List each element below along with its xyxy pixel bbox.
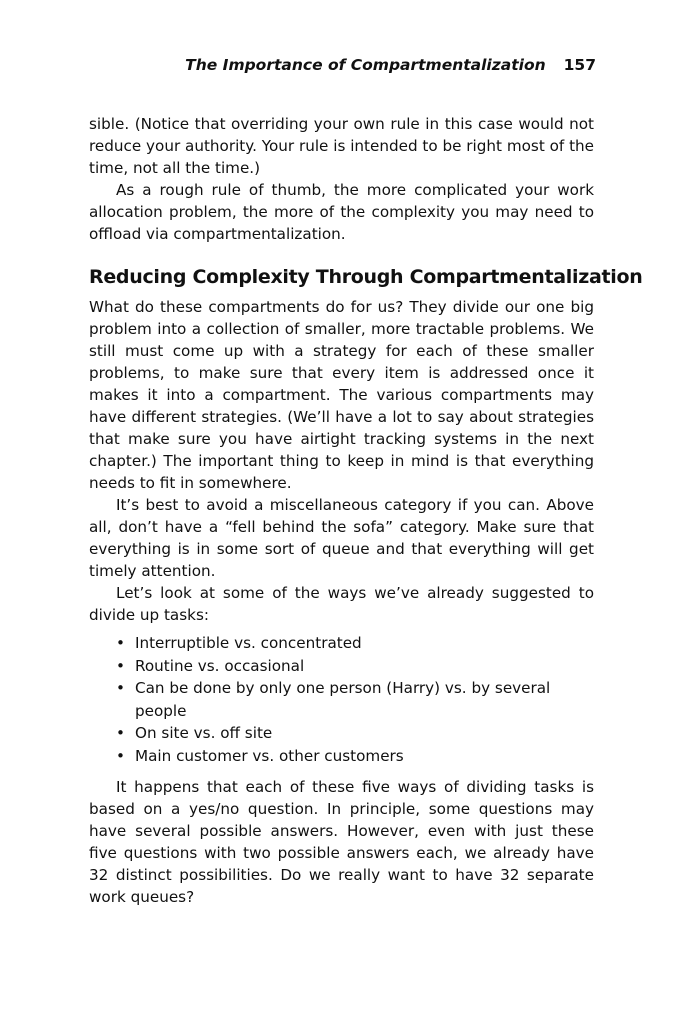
running-head	[185, 56, 596, 74]
list-item-text: On site vs. off site	[135, 724, 273, 742]
list-item-text: Can be done by only one person (Harry) vs. by several people	[135, 679, 551, 720]
bullet-icon: •	[116, 679, 125, 697]
list-item	[116, 655, 594, 678]
paragraph-miscellaneous: It’s best to avoid a miscellaneous category if you can. Above all, don’t have a “fell behind the sofa” category. Make sure that everything is in some sort of queue and that everything will get timely attention.	[89, 496, 594, 580]
paragraph-continuation: sible. (Notice that overriding your own rule in this case would not reduce your authority. Your rule is intended to be right most of the time, not all the time.)	[89, 115, 594, 177]
bullet-icon: •	[116, 634, 125, 652]
bullet-icon: •	[116, 656, 125, 675]
page-body	[89, 113, 643, 908]
section-heading: Reducing Complexity Through Compartmentalization	[89, 266, 643, 288]
paragraph-rule-of-thumb: As a rough rule of thumb, the more complicated your work allocation problem, the more of the complexity you may need to offload via compartmentalization.	[89, 181, 594, 243]
paragraph-compartments: What do these compartments do for us? They divide our one big problem into a collection of smaller, more tractable problems. We still must come up with a strategy for each of these smaller problems, to make sure that every item is addressed once it makes it into a compartment. The various compartments may have different strategies. (We’ll have a lot to say about strategies that make sure you have airtight tracking systems in the next chapter.) The important thing to keep in mind is that everything needs to fit in somewhere.	[89, 298, 594, 492]
list-item	[116, 677, 594, 722]
bullet-icon: •	[116, 746, 125, 765]
running-title: The Importance of Compartmentalization	[185, 56, 546, 74]
list-item	[116, 722, 594, 745]
page-number: 157	[563, 56, 596, 74]
bullet-list	[89, 632, 594, 767]
list-item	[116, 632, 594, 655]
list-item	[116, 745, 594, 768]
list-item-text: Interruptible vs. concentrated	[135, 634, 362, 652]
bullet-icon: •	[116, 724, 125, 742]
list-item-text: Routine vs. occasional	[135, 656, 305, 675]
paragraph-ways-to-divide: Let’s look at some of the ways we’ve already suggested to divide up tasks:	[89, 584, 594, 624]
list-item-text: Main customer vs. other customers	[135, 746, 404, 765]
paragraph-yes-no: It happens that each of these five ways of dividing tasks is based on a yes/no question. In principle, some questions may have several possible answers. However, even with just these five questions with two possible answers each, we already have 32 distinct possibilities. Do we really want to have 32 separate work queues?	[89, 778, 594, 906]
